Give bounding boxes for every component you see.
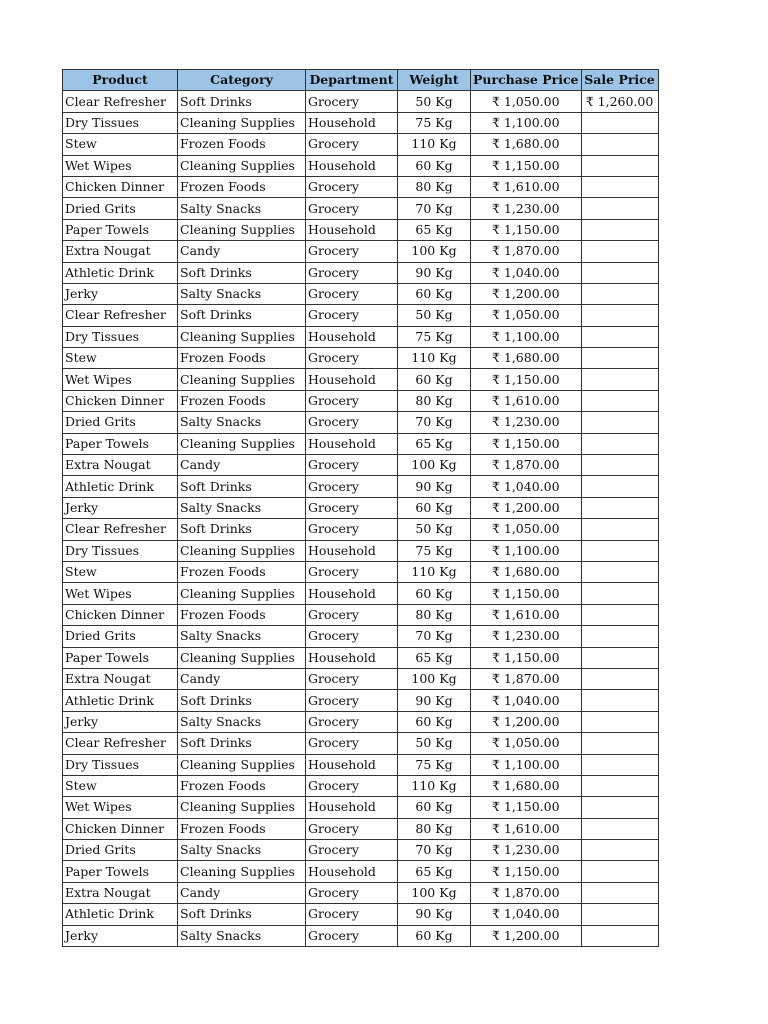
purchase-price-cell[interactable]: ₹ 1,680.00 [471, 134, 582, 155]
sale-price-cell[interactable] [581, 861, 658, 882]
purchase-price-cell[interactable]: ₹ 1,050.00 [471, 733, 582, 754]
table-row [63, 668, 659, 689]
product-cell[interactable]: Jerky [63, 925, 178, 946]
product-cell[interactable]: Jerky [63, 497, 178, 518]
department-cell[interactable]: Grocery [306, 241, 398, 262]
sale-price-cell[interactable] [581, 882, 658, 903]
table-row [63, 583, 659, 604]
category-cell[interactable]: Soft Drinks [178, 305, 306, 326]
header-row [63, 70, 659, 91]
product-cell[interactable]: Extra Nougat [63, 882, 178, 903]
sale-price-cell[interactable] [581, 455, 658, 476]
weight-cell[interactable]: 50 Kg [398, 305, 471, 326]
department-cell[interactable]: Grocery [306, 412, 398, 433]
sale-price-cell[interactable] [581, 176, 658, 197]
weight-cell[interactable]: 100 Kg [398, 882, 471, 903]
weight-cell[interactable]: 100 Kg [398, 455, 471, 476]
category-cell[interactable]: Soft Drinks [178, 519, 306, 540]
product-cell[interactable]: Athletic Drink [63, 690, 178, 711]
table-row [63, 861, 659, 882]
header-sale-price: Sale Price [581, 70, 658, 91]
sale-price-cell[interactable] [581, 241, 658, 262]
table-body [63, 91, 659, 947]
category-cell[interactable]: Cleaning Supplies [178, 861, 306, 882]
product-cell[interactable]: Clear Refresher [63, 519, 178, 540]
weight-cell[interactable]: 70 Kg [398, 412, 471, 433]
table-row [63, 112, 659, 133]
table-row [63, 219, 659, 240]
weight-cell[interactable]: 80 Kg [398, 604, 471, 625]
sale-price-cell[interactable] [581, 262, 658, 283]
purchase-price-cell[interactable]: ₹ 1,610.00 [471, 176, 582, 197]
department-cell[interactable]: Grocery [306, 262, 398, 283]
table-row [63, 647, 659, 668]
weight-cell[interactable]: 70 Kg [398, 198, 471, 219]
purchase-price-cell[interactable]: ₹ 1,870.00 [471, 455, 582, 476]
weight-cell[interactable]: 75 Kg [398, 112, 471, 133]
weight-cell[interactable]: 100 Kg [398, 241, 471, 262]
purchase-price-cell[interactable]: ₹ 1,610.00 [471, 390, 582, 411]
weight-cell[interactable]: 65 Kg [398, 861, 471, 882]
department-cell[interactable]: Grocery [306, 818, 398, 839]
purchase-price-cell[interactable]: ₹ 1,040.00 [471, 690, 582, 711]
header-purchase-price: Purchase Price [471, 70, 582, 91]
weight-cell[interactable]: 80 Kg [398, 176, 471, 197]
product-cell[interactable]: Jerky [63, 283, 178, 304]
category-cell[interactable]: Salty Snacks [178, 711, 306, 732]
product-cell[interactable]: Wet Wipes [63, 583, 178, 604]
department-cell[interactable]: Grocery [306, 775, 398, 796]
sale-price-cell[interactable] [581, 754, 658, 775]
weight-cell[interactable]: 90 Kg [398, 262, 471, 283]
sale-price-cell[interactable] [581, 840, 658, 861]
sale-price-cell[interactable] [581, 604, 658, 625]
table-row [63, 369, 659, 390]
table-row [63, 519, 659, 540]
product-cell[interactable]: Chicken Dinner [63, 818, 178, 839]
sale-price-cell[interactable] [581, 925, 658, 946]
department-cell[interactable]: Grocery [306, 198, 398, 219]
product-cell[interactable]: Athletic Drink [63, 904, 178, 925]
purchase-price-cell[interactable]: ₹ 1,100.00 [471, 540, 582, 561]
category-cell[interactable]: Candy [178, 668, 306, 689]
category-cell[interactable]: Cleaning Supplies [178, 647, 306, 668]
category-cell[interactable]: Salty Snacks [178, 840, 306, 861]
sale-price-cell[interactable] [581, 283, 658, 304]
category-cell[interactable]: Frozen Foods [178, 176, 306, 197]
product-cell[interactable]: Athletic Drink [63, 262, 178, 283]
table-row [63, 604, 659, 625]
weight-cell[interactable]: 110 Kg [398, 348, 471, 369]
weight-cell[interactable]: 80 Kg [398, 818, 471, 839]
weight-cell[interactable]: 60 Kg [398, 711, 471, 732]
table-row [63, 262, 659, 283]
department-cell[interactable]: Grocery [306, 668, 398, 689]
weight-cell[interactable]: 110 Kg [398, 775, 471, 796]
product-cell[interactable]: Dry Tissues [63, 540, 178, 561]
product-cell[interactable]: Chicken Dinner [63, 604, 178, 625]
table-row [63, 775, 659, 796]
department-cell[interactable]: Household [306, 433, 398, 454]
department-cell[interactable]: Grocery [306, 91, 398, 112]
category-cell[interactable]: Soft Drinks [178, 904, 306, 925]
header-category: Category [178, 70, 306, 91]
category-cell[interactable]: Cleaning Supplies [178, 369, 306, 390]
department-cell[interactable]: Grocery [306, 925, 398, 946]
department-cell[interactable]: Household [306, 647, 398, 668]
department-cell[interactable]: Household [306, 540, 398, 561]
table-row [63, 497, 659, 518]
department-cell[interactable]: Grocery [306, 283, 398, 304]
purchase-price-cell[interactable]: ₹ 1,100.00 [471, 112, 582, 133]
purchase-price-cell[interactable]: ₹ 1,230.00 [471, 198, 582, 219]
weight-cell[interactable]: 60 Kg [398, 497, 471, 518]
sale-price-cell[interactable] [581, 198, 658, 219]
weight-cell[interactable]: 65 Kg [398, 433, 471, 454]
purchase-price-cell[interactable]: ₹ 1,680.00 [471, 775, 582, 796]
department-cell[interactable]: Grocery [306, 840, 398, 861]
product-cell[interactable]: Chicken Dinner [63, 390, 178, 411]
department-cell[interactable]: Household [306, 583, 398, 604]
category-cell[interactable]: Cleaning Supplies [178, 754, 306, 775]
category-cell[interactable]: Cleaning Supplies [178, 797, 306, 818]
product-cell[interactable]: Paper Towels [63, 861, 178, 882]
table-row [63, 305, 659, 326]
table-row [63, 91, 659, 112]
sale-price-cell[interactable] [581, 476, 658, 497]
weight-cell[interactable]: 75 Kg [398, 754, 471, 775]
sale-price-cell[interactable] [581, 583, 658, 604]
product-cell[interactable]: Clear Refresher [63, 733, 178, 754]
sale-price-cell[interactable] [581, 348, 658, 369]
department-cell[interactable]: Grocery [306, 348, 398, 369]
table-row [63, 797, 659, 818]
sale-price-cell[interactable] [581, 690, 658, 711]
table-row [63, 390, 659, 411]
department-cell[interactable]: Grocery [306, 561, 398, 582]
product-cell[interactable]: Wet Wipes [63, 797, 178, 818]
purchase-price-cell[interactable]: ₹ 1,230.00 [471, 840, 582, 861]
purchase-price-cell[interactable]: ₹ 1,150.00 [471, 583, 582, 604]
table-row [63, 626, 659, 647]
category-cell[interactable]: Salty Snacks [178, 626, 306, 647]
category-cell[interactable]: Cleaning Supplies [178, 583, 306, 604]
department-cell[interactable]: Grocery [306, 519, 398, 540]
table-row [63, 198, 659, 219]
purchase-price-cell[interactable]: ₹ 1,150.00 [471, 647, 582, 668]
department-cell[interactable]: Grocery [306, 904, 398, 925]
table-row [63, 455, 659, 476]
category-cell[interactable]: Salty Snacks [178, 283, 306, 304]
weight-cell[interactable]: 80 Kg [398, 390, 471, 411]
weight-cell[interactable]: 90 Kg [398, 690, 471, 711]
product-cell[interactable]: Dry Tissues [63, 326, 178, 347]
category-cell[interactable]: Frozen Foods [178, 818, 306, 839]
table-row [63, 540, 659, 561]
category-cell[interactable]: Cleaning Supplies [178, 155, 306, 176]
weight-cell[interactable]: 60 Kg [398, 583, 471, 604]
table-row [63, 754, 659, 775]
sale-price-cell[interactable] [581, 561, 658, 582]
purchase-price-cell[interactable]: ₹ 1,230.00 [471, 412, 582, 433]
weight-cell[interactable]: 70 Kg [398, 626, 471, 647]
table-row [63, 733, 659, 754]
weight-cell[interactable]: 50 Kg [398, 519, 471, 540]
product-cell[interactable]: Paper Towels [63, 219, 178, 240]
department-cell[interactable]: Grocery [306, 882, 398, 903]
product-cell[interactable]: Dried Grits [63, 412, 178, 433]
department-cell[interactable]: Grocery [306, 176, 398, 197]
product-cell[interactable]: Paper Towels [63, 433, 178, 454]
purchase-price-cell[interactable]: ₹ 1,150.00 [471, 219, 582, 240]
category-cell[interactable]: Cleaning Supplies [178, 540, 306, 561]
weight-cell[interactable]: 60 Kg [398, 369, 471, 390]
department-cell[interactable]: Grocery [306, 305, 398, 326]
sale-price-cell[interactable] [581, 433, 658, 454]
product-cell[interactable]: Extra Nougat [63, 241, 178, 262]
table-row [63, 882, 659, 903]
sale-price-cell[interactable] [581, 904, 658, 925]
sale-price-cell[interactable] [581, 818, 658, 839]
purchase-price-cell[interactable]: ₹ 1,200.00 [471, 925, 582, 946]
category-cell[interactable]: Cleaning Supplies [178, 219, 306, 240]
sale-price-cell[interactable] [581, 775, 658, 796]
product-cell[interactable]: Dried Grits [63, 626, 178, 647]
product-cell[interactable]: Chicken Dinner [63, 176, 178, 197]
sale-price-cell[interactable] [581, 668, 658, 689]
category-cell[interactable]: Salty Snacks [178, 198, 306, 219]
department-cell[interactable]: Grocery [306, 455, 398, 476]
sale-price-cell[interactable] [581, 647, 658, 668]
sale-price-cell[interactable] [581, 305, 658, 326]
category-cell[interactable]: Soft Drinks [178, 690, 306, 711]
table-row [63, 412, 659, 433]
table-row [63, 904, 659, 925]
purchase-price-cell[interactable]: ₹ 1,150.00 [471, 155, 582, 176]
purchase-price-cell[interactable]: ₹ 1,200.00 [471, 711, 582, 732]
purchase-price-cell[interactable]: ₹ 1,100.00 [471, 754, 582, 775]
product-cell[interactable]: Dry Tissues [63, 112, 178, 133]
purchase-price-cell[interactable]: ₹ 1,150.00 [471, 797, 582, 818]
category-cell[interactable]: Salty Snacks [178, 497, 306, 518]
sale-price-cell[interactable] [581, 326, 658, 347]
department-cell[interactable]: Grocery [306, 390, 398, 411]
category-cell[interactable]: Cleaning Supplies [178, 112, 306, 133]
table-row [63, 840, 659, 861]
department-cell[interactable]: Grocery [306, 626, 398, 647]
category-cell[interactable]: Cleaning Supplies [178, 326, 306, 347]
product-cell[interactable]: Stew [63, 134, 178, 155]
weight-cell[interactable]: 65 Kg [398, 647, 471, 668]
department-cell[interactable]: Grocery [306, 711, 398, 732]
weight-cell[interactable]: 60 Kg [398, 925, 471, 946]
category-cell[interactable]: Soft Drinks [178, 91, 306, 112]
purchase-price-cell[interactable]: ₹ 1,230.00 [471, 626, 582, 647]
department-cell[interactable]: Grocery [306, 604, 398, 625]
product-cell[interactable]: Wet Wipes [63, 155, 178, 176]
weight-cell[interactable]: 50 Kg [398, 733, 471, 754]
product-cell[interactable]: Extra Nougat [63, 668, 178, 689]
sale-price-cell[interactable] [581, 112, 658, 133]
weight-cell[interactable]: 60 Kg [398, 155, 471, 176]
product-cell[interactable]: Stew [63, 561, 178, 582]
department-cell[interactable]: Household [306, 155, 398, 176]
product-table [62, 69, 659, 947]
product-cell[interactable]: Clear Refresher [63, 91, 178, 112]
table-row [63, 176, 659, 197]
weight-cell[interactable]: 90 Kg [398, 476, 471, 497]
category-cell[interactable]: Soft Drinks [178, 262, 306, 283]
weight-cell[interactable]: 75 Kg [398, 540, 471, 561]
weight-cell[interactable]: 75 Kg [398, 326, 471, 347]
purchase-price-cell[interactable]: ₹ 1,610.00 [471, 604, 582, 625]
weight-cell[interactable]: 50 Kg [398, 91, 471, 112]
category-cell[interactable]: Cleaning Supplies [178, 433, 306, 454]
table-row [63, 283, 659, 304]
table-row [63, 561, 659, 582]
purchase-price-cell[interactable]: ₹ 1,680.00 [471, 348, 582, 369]
purchase-price-cell[interactable]: ₹ 1,200.00 [471, 283, 582, 304]
product-cell[interactable]: Paper Towels [63, 647, 178, 668]
table-row [63, 348, 659, 369]
table-row [63, 476, 659, 497]
weight-cell[interactable]: 100 Kg [398, 668, 471, 689]
product-cell[interactable]: Extra Nougat [63, 455, 178, 476]
sale-price-cell[interactable] [581, 369, 658, 390]
weight-cell[interactable]: 70 Kg [398, 840, 471, 861]
category-cell[interactable]: Frozen Foods [178, 561, 306, 582]
purchase-price-cell[interactable]: ₹ 1,150.00 [471, 369, 582, 390]
department-cell[interactable]: Household [306, 219, 398, 240]
product-cell[interactable]: Stew [63, 348, 178, 369]
weight-cell[interactable]: 65 Kg [398, 219, 471, 240]
table-row [63, 818, 659, 839]
category-cell[interactable]: Candy [178, 241, 306, 262]
purchase-price-cell[interactable]: ₹ 1,680.00 [471, 561, 582, 582]
table-row [63, 711, 659, 732]
purchase-price-cell[interactable]: ₹ 1,870.00 [471, 668, 582, 689]
sale-price-cell[interactable] [581, 134, 658, 155]
header-department: Department [306, 70, 398, 91]
weight-cell[interactable]: 110 Kg [398, 134, 471, 155]
department-cell[interactable]: Grocery [306, 134, 398, 155]
department-cell[interactable]: Household [306, 861, 398, 882]
product-cell[interactable]: Stew [63, 775, 178, 796]
department-cell[interactable]: Household [306, 112, 398, 133]
purchase-price-cell[interactable]: ₹ 1,100.00 [471, 326, 582, 347]
weight-cell[interactable]: 60 Kg [398, 797, 471, 818]
weight-cell[interactable]: 60 Kg [398, 283, 471, 304]
purchase-price-cell[interactable]: ₹ 1,610.00 [471, 818, 582, 839]
purchase-price-cell[interactable]: ₹ 1,050.00 [471, 91, 582, 112]
sale-price-cell[interactable] [581, 497, 658, 518]
product-cell[interactable]: Jerky [63, 711, 178, 732]
product-cell[interactable]: Dried Grits [63, 840, 178, 861]
header-product: Product [63, 70, 178, 91]
sale-price-cell[interactable] [581, 519, 658, 540]
table-row [63, 433, 659, 454]
sale-price-cell[interactable] [581, 412, 658, 433]
sale-price-cell[interactable] [581, 219, 658, 240]
category-cell[interactable]: Frozen Foods [178, 775, 306, 796]
department-cell[interactable]: Household [306, 326, 398, 347]
sale-price-cell[interactable] [581, 540, 658, 561]
department-cell[interactable]: Grocery [306, 497, 398, 518]
sale-price-cell[interactable]: ₹ 1,260.00 [581, 91, 658, 112]
department-cell[interactable]: Household [306, 754, 398, 775]
purchase-price-cell[interactable]: ₹ 1,200.00 [471, 497, 582, 518]
department-cell[interactable]: Household [306, 369, 398, 390]
category-cell[interactable]: Candy [178, 882, 306, 903]
purchase-price-cell[interactable]: ₹ 1,050.00 [471, 305, 582, 326]
department-cell[interactable]: Household [306, 797, 398, 818]
department-cell[interactable]: Grocery [306, 733, 398, 754]
category-cell[interactable]: Soft Drinks [178, 476, 306, 497]
purchase-price-cell[interactable]: ₹ 1,870.00 [471, 882, 582, 903]
weight-cell[interactable]: 90 Kg [398, 904, 471, 925]
purchase-price-cell[interactable]: ₹ 1,870.00 [471, 241, 582, 262]
purchase-price-cell[interactable]: ₹ 1,040.00 [471, 262, 582, 283]
product-cell[interactable]: Wet Wipes [63, 369, 178, 390]
category-cell[interactable]: Salty Snacks [178, 412, 306, 433]
table-row [63, 326, 659, 347]
product-cell[interactable]: Dry Tissues [63, 754, 178, 775]
purchase-price-cell[interactable]: ₹ 1,050.00 [471, 519, 582, 540]
table-row [63, 925, 659, 946]
sale-price-cell[interactable] [581, 711, 658, 732]
product-cell[interactable]: Athletic Drink [63, 476, 178, 497]
purchase-price-cell[interactable]: ₹ 1,150.00 [471, 861, 582, 882]
category-cell[interactable]: Salty Snacks [178, 925, 306, 946]
category-cell[interactable]: Soft Drinks [178, 733, 306, 754]
department-cell[interactable]: Grocery [306, 476, 398, 497]
category-cell[interactable]: Frozen Foods [178, 348, 306, 369]
category-cell[interactable]: Frozen Foods [178, 134, 306, 155]
product-cell[interactable]: Clear Refresher [63, 305, 178, 326]
category-cell[interactable]: Frozen Foods [178, 390, 306, 411]
purchase-price-cell[interactable]: ₹ 1,040.00 [471, 476, 582, 497]
purchase-price-cell[interactable]: ₹ 1,040.00 [471, 904, 582, 925]
table-row [63, 690, 659, 711]
table-row [63, 134, 659, 155]
sale-price-cell[interactable] [581, 797, 658, 818]
department-cell[interactable]: Grocery [306, 690, 398, 711]
sale-price-cell[interactable] [581, 155, 658, 176]
table-row [63, 155, 659, 176]
header-weight: Weight [398, 70, 471, 91]
product-cell[interactable]: Dried Grits [63, 198, 178, 219]
sale-price-cell[interactable] [581, 390, 658, 411]
weight-cell[interactable]: 110 Kg [398, 561, 471, 582]
category-cell[interactable]: Frozen Foods [178, 604, 306, 625]
sale-price-cell[interactable] [581, 733, 658, 754]
purchase-price-cell[interactable]: ₹ 1,150.00 [471, 433, 582, 454]
sale-price-cell[interactable] [581, 626, 658, 647]
table-row [63, 241, 659, 262]
category-cell[interactable]: Candy [178, 455, 306, 476]
